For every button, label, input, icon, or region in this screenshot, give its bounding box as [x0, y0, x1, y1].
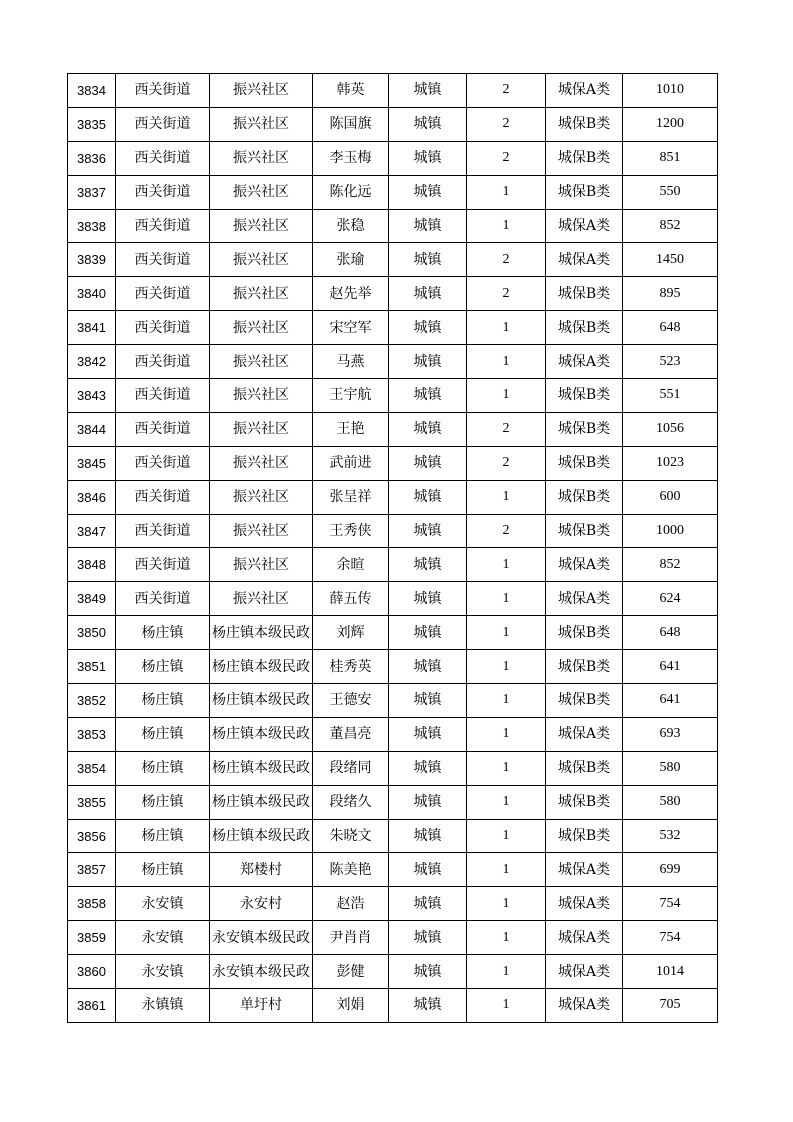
- table-row: [68, 887, 718, 921]
- street-cell: 杨庄镇: [116, 717, 210, 751]
- table-row: [68, 616, 718, 650]
- community-cell: 杨庄镇本级民政: [210, 650, 313, 684]
- category-cell: 城保A类: [546, 887, 623, 921]
- person-name-cell: 朱晓文: [313, 819, 389, 853]
- member-count-cell: 1: [467, 582, 546, 616]
- community-cell: 杨庄镇本级民政: [210, 785, 313, 819]
- category-cell: 城保A类: [546, 345, 623, 379]
- amount-cell: 852: [623, 548, 718, 582]
- row-id-cell: 3837: [68, 175, 116, 209]
- household-type-cell: 城镇: [389, 175, 467, 209]
- row-id-cell: 3853: [68, 717, 116, 751]
- amount-cell: 580: [623, 785, 718, 819]
- household-type-cell: 城镇: [389, 141, 467, 175]
- table-row: [68, 819, 718, 853]
- street-cell: 杨庄镇: [116, 853, 210, 887]
- row-id-cell: 3857: [68, 853, 116, 887]
- row-id-cell: 3848: [68, 548, 116, 582]
- table-row: [68, 243, 718, 277]
- table-row: [68, 141, 718, 175]
- household-type-cell: 城镇: [389, 684, 467, 718]
- street-cell: 杨庄镇: [116, 819, 210, 853]
- household-type-cell: 城镇: [389, 921, 467, 955]
- row-id-cell: 3847: [68, 514, 116, 548]
- household-type-cell: 城镇: [389, 243, 467, 277]
- person-name-cell: 桂秀英: [313, 650, 389, 684]
- category-cell: 城保B类: [546, 277, 623, 311]
- community-cell: 杨庄镇本级民政: [210, 684, 313, 718]
- street-cell: 西关街道: [116, 582, 210, 616]
- row-id-cell: 3839: [68, 243, 116, 277]
- category-cell: 城保A类: [546, 921, 623, 955]
- member-count-cell: 1: [467, 548, 546, 582]
- member-count-cell: 2: [467, 107, 546, 141]
- community-cell: 杨庄镇本级民政: [210, 616, 313, 650]
- table-row: [68, 209, 718, 243]
- household-type-cell: 城镇: [389, 514, 467, 548]
- person-name-cell: 陈美艳: [313, 853, 389, 887]
- household-type-cell: 城镇: [389, 107, 467, 141]
- amount-cell: 641: [623, 650, 718, 684]
- community-cell: 振兴社区: [210, 243, 313, 277]
- amount-cell: 895: [623, 277, 718, 311]
- category-cell: 城保B类: [546, 785, 623, 819]
- street-cell: 西关街道: [116, 548, 210, 582]
- street-cell: 杨庄镇: [116, 785, 210, 819]
- person-name-cell: 刘娟: [313, 989, 389, 1023]
- street-cell: 西关街道: [116, 141, 210, 175]
- community-cell: 振兴社区: [210, 74, 313, 108]
- person-name-cell: 陈国旗: [313, 107, 389, 141]
- person-name-cell: 韩英: [313, 74, 389, 108]
- member-count-cell: 1: [467, 921, 546, 955]
- member-count-cell: 1: [467, 209, 546, 243]
- row-id-cell: 3858: [68, 887, 116, 921]
- person-name-cell: 赵浩: [313, 887, 389, 921]
- street-cell: 永安镇: [116, 887, 210, 921]
- person-name-cell: 段绪久: [313, 785, 389, 819]
- category-cell: 城保B类: [546, 616, 623, 650]
- row-id-cell: 3846: [68, 480, 116, 514]
- table-row: [68, 175, 718, 209]
- category-cell: 城保B类: [546, 175, 623, 209]
- street-cell: 西关街道: [116, 480, 210, 514]
- member-count-cell: 1: [467, 785, 546, 819]
- household-type-cell: 城镇: [389, 785, 467, 819]
- person-name-cell: 张瑜: [313, 243, 389, 277]
- member-count-cell: 1: [467, 345, 546, 379]
- community-cell: 永安镇本级民政: [210, 921, 313, 955]
- amount-cell: 648: [623, 616, 718, 650]
- community-cell: 杨庄镇本级民政: [210, 751, 313, 785]
- category-cell: 城保A类: [546, 955, 623, 989]
- amount-cell: 1014: [623, 955, 718, 989]
- member-count-cell: 2: [467, 74, 546, 108]
- category-cell: 城保B类: [546, 107, 623, 141]
- person-name-cell: 张呈祥: [313, 480, 389, 514]
- street-cell: 西关街道: [116, 514, 210, 548]
- table-row: [68, 480, 718, 514]
- member-count-cell: 1: [467, 887, 546, 921]
- household-type-cell: 城镇: [389, 480, 467, 514]
- household-type-cell: 城镇: [389, 717, 467, 751]
- community-cell: 振兴社区: [210, 480, 313, 514]
- household-type-cell: 城镇: [389, 887, 467, 921]
- person-name-cell: 王秀侠: [313, 514, 389, 548]
- member-count-cell: 2: [467, 412, 546, 446]
- community-cell: 振兴社区: [210, 311, 313, 345]
- amount-cell: 523: [623, 345, 718, 379]
- amount-cell: 532: [623, 819, 718, 853]
- street-cell: 西关街道: [116, 175, 210, 209]
- table-row: [68, 446, 718, 480]
- person-name-cell: 武前进: [313, 446, 389, 480]
- category-cell: 城保B类: [546, 141, 623, 175]
- amount-cell: 1000: [623, 514, 718, 548]
- street-cell: 西关街道: [116, 243, 210, 277]
- street-cell: 永镇镇: [116, 989, 210, 1023]
- amount-cell: 705: [623, 989, 718, 1023]
- category-cell: 城保A类: [546, 853, 623, 887]
- street-cell: 西关街道: [116, 412, 210, 446]
- amount-cell: 852: [623, 209, 718, 243]
- person-name-cell: 段绪同: [313, 751, 389, 785]
- street-cell: 西关街道: [116, 446, 210, 480]
- member-count-cell: 1: [467, 379, 546, 413]
- table-row: [68, 853, 718, 887]
- household-type-cell: 城镇: [389, 311, 467, 345]
- amount-cell: 550: [623, 175, 718, 209]
- category-cell: 城保B类: [546, 650, 623, 684]
- person-name-cell: 尹肖肖: [313, 921, 389, 955]
- household-type-cell: 城镇: [389, 277, 467, 311]
- person-name-cell: 刘辉: [313, 616, 389, 650]
- member-count-cell: 1: [467, 853, 546, 887]
- community-cell: 振兴社区: [210, 107, 313, 141]
- member-count-cell: 2: [467, 243, 546, 277]
- household-type-cell: 城镇: [389, 751, 467, 785]
- person-name-cell: 宋空军: [313, 311, 389, 345]
- household-type-cell: 城镇: [389, 582, 467, 616]
- street-cell: 杨庄镇: [116, 684, 210, 718]
- category-cell: 城保B类: [546, 446, 623, 480]
- community-cell: 振兴社区: [210, 582, 313, 616]
- amount-cell: 1023: [623, 446, 718, 480]
- community-cell: 振兴社区: [210, 209, 313, 243]
- household-type-cell: 城镇: [389, 548, 467, 582]
- street-cell: 西关街道: [116, 74, 210, 108]
- street-cell: 西关街道: [116, 277, 210, 311]
- household-type-cell: 城镇: [389, 616, 467, 650]
- person-name-cell: 余暄: [313, 548, 389, 582]
- row-id-cell: 3843: [68, 379, 116, 413]
- category-cell: 城保A类: [546, 989, 623, 1023]
- row-id-cell: 3840: [68, 277, 116, 311]
- community-cell: 振兴社区: [210, 446, 313, 480]
- household-type-cell: 城镇: [389, 446, 467, 480]
- table-row: [68, 955, 718, 989]
- person-name-cell: 董昌亮: [313, 717, 389, 751]
- category-cell: 城保A类: [546, 582, 623, 616]
- row-id-cell: 3835: [68, 107, 116, 141]
- table-row: [68, 921, 718, 955]
- household-type-cell: 城镇: [389, 955, 467, 989]
- table-row: [68, 582, 718, 616]
- person-name-cell: 王德安: [313, 684, 389, 718]
- member-count-cell: 1: [467, 311, 546, 345]
- member-count-cell: 1: [467, 684, 546, 718]
- household-type-cell: 城镇: [389, 853, 467, 887]
- table-row: [68, 514, 718, 548]
- row-id-cell: 3841: [68, 311, 116, 345]
- person-name-cell: 陈化远: [313, 175, 389, 209]
- row-id-cell: 3859: [68, 921, 116, 955]
- community-cell: 振兴社区: [210, 141, 313, 175]
- amount-cell: 1010: [623, 74, 718, 108]
- row-id-cell: 3851: [68, 650, 116, 684]
- table-row: [68, 412, 718, 446]
- row-id-cell: 3842: [68, 345, 116, 379]
- community-cell: 振兴社区: [210, 277, 313, 311]
- community-cell: 郑楼村: [210, 853, 313, 887]
- records-table: [67, 73, 718, 1023]
- row-id-cell: 3850: [68, 616, 116, 650]
- row-id-cell: 3860: [68, 955, 116, 989]
- street-cell: 西关街道: [116, 107, 210, 141]
- community-cell: 杨庄镇本级民政: [210, 819, 313, 853]
- amount-cell: 693: [623, 717, 718, 751]
- table-body: [68, 74, 718, 1023]
- household-type-cell: 城镇: [389, 650, 467, 684]
- community-cell: 振兴社区: [210, 379, 313, 413]
- community-cell: 永安镇本级民政: [210, 955, 313, 989]
- category-cell: 城保B类: [546, 379, 623, 413]
- household-type-cell: 城镇: [389, 379, 467, 413]
- table-row: [68, 548, 718, 582]
- household-type-cell: 城镇: [389, 209, 467, 243]
- member-count-cell: 1: [467, 717, 546, 751]
- table-row: [68, 650, 718, 684]
- amount-cell: 641: [623, 684, 718, 718]
- amount-cell: 624: [623, 582, 718, 616]
- community-cell: 杨庄镇本级民政: [210, 717, 313, 751]
- amount-cell: 648: [623, 311, 718, 345]
- table-row: [68, 277, 718, 311]
- person-name-cell: 李玉梅: [313, 141, 389, 175]
- community-cell: 振兴社区: [210, 514, 313, 548]
- member-count-cell: 1: [467, 616, 546, 650]
- street-cell: 杨庄镇: [116, 650, 210, 684]
- member-count-cell: 1: [467, 175, 546, 209]
- row-id-cell: 3844: [68, 412, 116, 446]
- street-cell: 杨庄镇: [116, 616, 210, 650]
- table-row: [68, 684, 718, 718]
- amount-cell: 1056: [623, 412, 718, 446]
- street-cell: 西关街道: [116, 345, 210, 379]
- member-count-cell: 2: [467, 277, 546, 311]
- row-id-cell: 3855: [68, 785, 116, 819]
- table-row: [68, 311, 718, 345]
- community-cell: 永安村: [210, 887, 313, 921]
- amount-cell: 754: [623, 887, 718, 921]
- member-count-cell: 2: [467, 141, 546, 175]
- member-count-cell: 1: [467, 989, 546, 1023]
- member-count-cell: 2: [467, 446, 546, 480]
- household-type-cell: 城镇: [389, 74, 467, 108]
- amount-cell: 551: [623, 379, 718, 413]
- row-id-cell: 3852: [68, 684, 116, 718]
- street-cell: 西关街道: [116, 209, 210, 243]
- person-name-cell: 张稳: [313, 209, 389, 243]
- household-type-cell: 城镇: [389, 345, 467, 379]
- amount-cell: 851: [623, 141, 718, 175]
- community-cell: 振兴社区: [210, 548, 313, 582]
- member-count-cell: 1: [467, 955, 546, 989]
- table-row: [68, 989, 718, 1023]
- amount-cell: 699: [623, 853, 718, 887]
- row-id-cell: 3836: [68, 141, 116, 175]
- table-row: [68, 345, 718, 379]
- household-type-cell: 城镇: [389, 819, 467, 853]
- person-name-cell: 王艳: [313, 412, 389, 446]
- category-cell: 城保A类: [546, 717, 623, 751]
- category-cell: 城保B类: [546, 412, 623, 446]
- member-count-cell: 1: [467, 751, 546, 785]
- category-cell: 城保A类: [546, 74, 623, 108]
- table-row: [68, 785, 718, 819]
- category-cell: 城保B类: [546, 480, 623, 514]
- row-id-cell: 3838: [68, 209, 116, 243]
- row-id-cell: 3845: [68, 446, 116, 480]
- category-cell: 城保B类: [546, 514, 623, 548]
- community-cell: 振兴社区: [210, 412, 313, 446]
- person-name-cell: 赵先举: [313, 277, 389, 311]
- community-cell: 单圩村: [210, 989, 313, 1023]
- person-name-cell: 王宇航: [313, 379, 389, 413]
- amount-cell: 580: [623, 751, 718, 785]
- row-id-cell: 3856: [68, 819, 116, 853]
- table-row: [68, 74, 718, 108]
- member-count-cell: 1: [467, 819, 546, 853]
- category-cell: 城保A类: [546, 209, 623, 243]
- table-row: [68, 107, 718, 141]
- member-count-cell: 1: [467, 480, 546, 514]
- category-cell: 城保B类: [546, 684, 623, 718]
- street-cell: 西关街道: [116, 379, 210, 413]
- table-row: [68, 717, 718, 751]
- row-id-cell: 3854: [68, 751, 116, 785]
- category-cell: 城保B类: [546, 819, 623, 853]
- street-cell: 西关街道: [116, 311, 210, 345]
- household-type-cell: 城镇: [389, 412, 467, 446]
- person-name-cell: 马燕: [313, 345, 389, 379]
- street-cell: 永安镇: [116, 921, 210, 955]
- person-name-cell: 彭健: [313, 955, 389, 989]
- table-row: [68, 379, 718, 413]
- community-cell: 振兴社区: [210, 175, 313, 209]
- person-name-cell: 薛五传: [313, 582, 389, 616]
- category-cell: 城保B类: [546, 751, 623, 785]
- amount-cell: 600: [623, 480, 718, 514]
- amount-cell: 754: [623, 921, 718, 955]
- row-id-cell: 3834: [68, 74, 116, 108]
- member-count-cell: 2: [467, 514, 546, 548]
- row-id-cell: 3861: [68, 989, 116, 1023]
- street-cell: 杨庄镇: [116, 751, 210, 785]
- table-row: [68, 751, 718, 785]
- community-cell: 振兴社区: [210, 345, 313, 379]
- street-cell: 永安镇: [116, 955, 210, 989]
- category-cell: 城保B类: [546, 311, 623, 345]
- member-count-cell: 1: [467, 650, 546, 684]
- category-cell: 城保A类: [546, 243, 623, 277]
- amount-cell: 1450: [623, 243, 718, 277]
- category-cell: 城保A类: [546, 548, 623, 582]
- household-type-cell: 城镇: [389, 989, 467, 1023]
- row-id-cell: 3849: [68, 582, 116, 616]
- amount-cell: 1200: [623, 107, 718, 141]
